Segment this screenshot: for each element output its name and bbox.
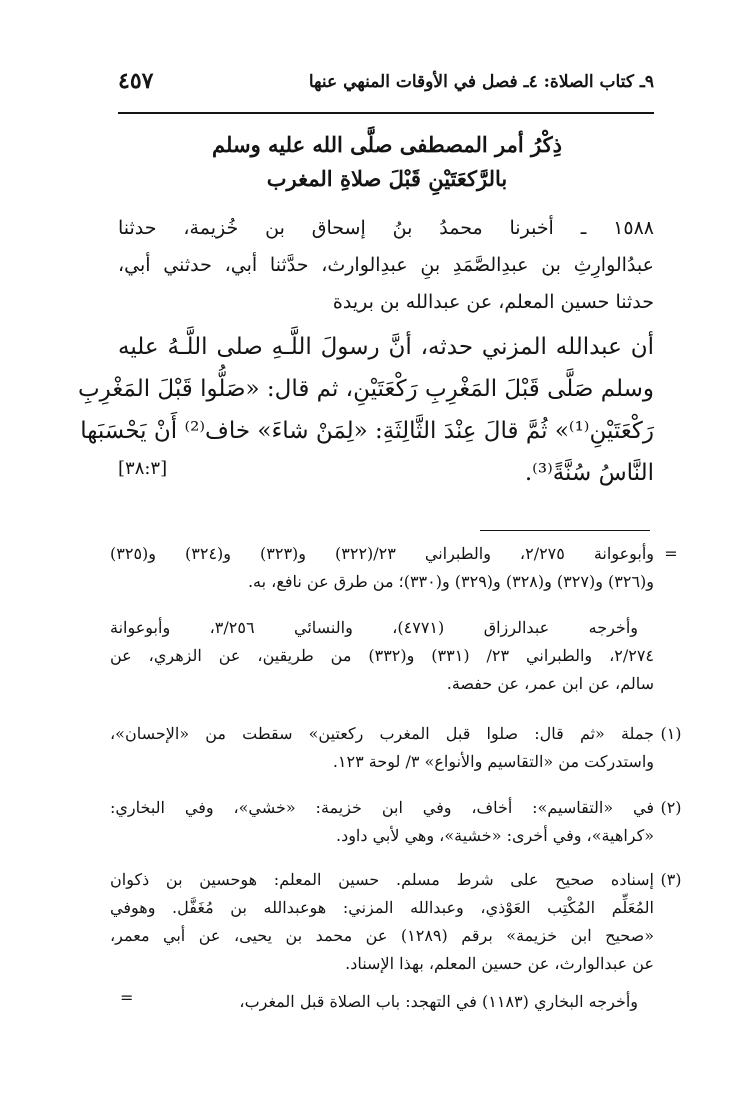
matn-line: وسلم صَلَّى قَبْلَ المَغْرِبِ رَكْعَتَيْنِ، ثم قال: «صَلُّوا قَبْلَ المَغْرِبِ [77,376,654,402]
footnote-line: سالم، عن ابن عمر، عن حفصة. [446,674,654,693]
footnote-line: إسناده صحيح على شرط مسلم. حسين المعلم: هوحسين بن ذكوان [110,870,654,889]
footnote-line: المُعَلِّم المُكْتِب العَوْذي، وعبدالله المزني: هوعبدالله بن مُغَفَّل. وهوفي [110,898,654,917]
matn-line: أن عبدالله المزني حدثه، أنَّ رسولَ اللَّـهِ صلى اللَّـهُ عليه [118,334,654,360]
footnote-line: وأخرجه عبدالرزاق (٤٧٧١)، والنسائي ٣/٢٥٦، وأبوعوانة [110,618,638,637]
footnote-number: (٢) [660,798,682,817]
footnote-line: واستدركت من «التقاسيم والأنواع» ٣/ لوحة ١٢٣. [332,752,654,771]
footnote-line: «صحيح ابن خزيمة» برقم (١٢٨٩) عن محمد بن يحيى، عن أبي معمر، [110,926,654,945]
page-number: ٤٥٧ [118,68,154,94]
hadith-matn [77,326,654,494]
continues-mark: = [120,988,134,1007]
footnote-line: وأبوعوانة ٢/٢٧٥، والطبراني ٢٣/(٣٢٢) و(٣٢٣) و(٣٢٤) و(٣٢٥) [110,544,655,563]
matn-line: رَكْعَتَيْنِ⁽¹⁾» ثُمَّ قالَ عِنْدَ الثَّالِثَةِ: «لِمَنْ شاءَ» خاف⁽²⁾ أَنْ يَحْسَبَها [80,418,654,444]
header-rule [118,112,654,114]
hadith-isnad [118,210,654,321]
isnad-line: حدثنا حسين المعلم، عن عبدالله بن بريدة [332,291,654,313]
isnad-line: ١٥٨٨ ـ أخبرنا محمدُ بنُ إسحاق بن خُزيمة، حدثنا [118,217,654,239]
chapter-heading [120,128,654,196]
running-header [118,66,654,100]
matn-line: النَّاسُ سُنَّةً⁽³⁾. [524,460,654,486]
footnote-line: جملة «ثم قال: صلوا قبل المغرب ركعتين» سقطت من «الإحسان»، [110,724,654,743]
footnote-line: في «التقاسيم»: أخاف، وفي ابن خزيمة: «خشي»، وفي البخاري: [110,798,654,817]
footnote-number: (١) [660,724,682,743]
chapter-heading-line: ذِكْرُ أمر المصطفى صلَّى الله عليه وسلم [212,132,562,157]
footnote-line: عن عبدالوارث، عن حسين المعلم، بهذا الإسناد. [345,954,654,973]
footnote-line: «كراهية»، وفي أخرى: «خشية»، وهي لأبي داود. [335,826,654,845]
running-head-title: ٩ـ كتاب الصلاة: ٤ـ فصل في الأوقات المنهي عنها [308,72,654,92]
hadith-reference: [٣٨:٣] [118,458,168,479]
chapter-heading-line: بالرَّكعَتَيْنِ قَبْلَ صلاةِ المغرب [266,166,508,191]
footnote-line: و(٣٢٦) و(٣٢٧) و(٣٢٨) و(٣٢٩) و(٣٣٠)؛ من طرق عن نافع، به. [247,572,654,591]
footnote-line: ٢/٢٧٤، والطبراني ٢٣/ (٣٣١) و(٣٣٢) من طريقين، عن الزهري، عن [110,646,655,665]
footnote-separator [480,530,650,531]
footnote-line: وأخرجه البخاري (١١٨٣) في التهجد: باب الصلاة قبل المغرب، [239,992,638,1011]
isnad-line: عبدُالوارِثِ بن عبدِالصَّمَدِ بنِ عبدِالوارث، حدَّثنا أبي، حدثني أبي، [118,254,654,276]
continuation-mark: = [664,544,678,563]
footnote-number: (٣) [660,870,682,889]
